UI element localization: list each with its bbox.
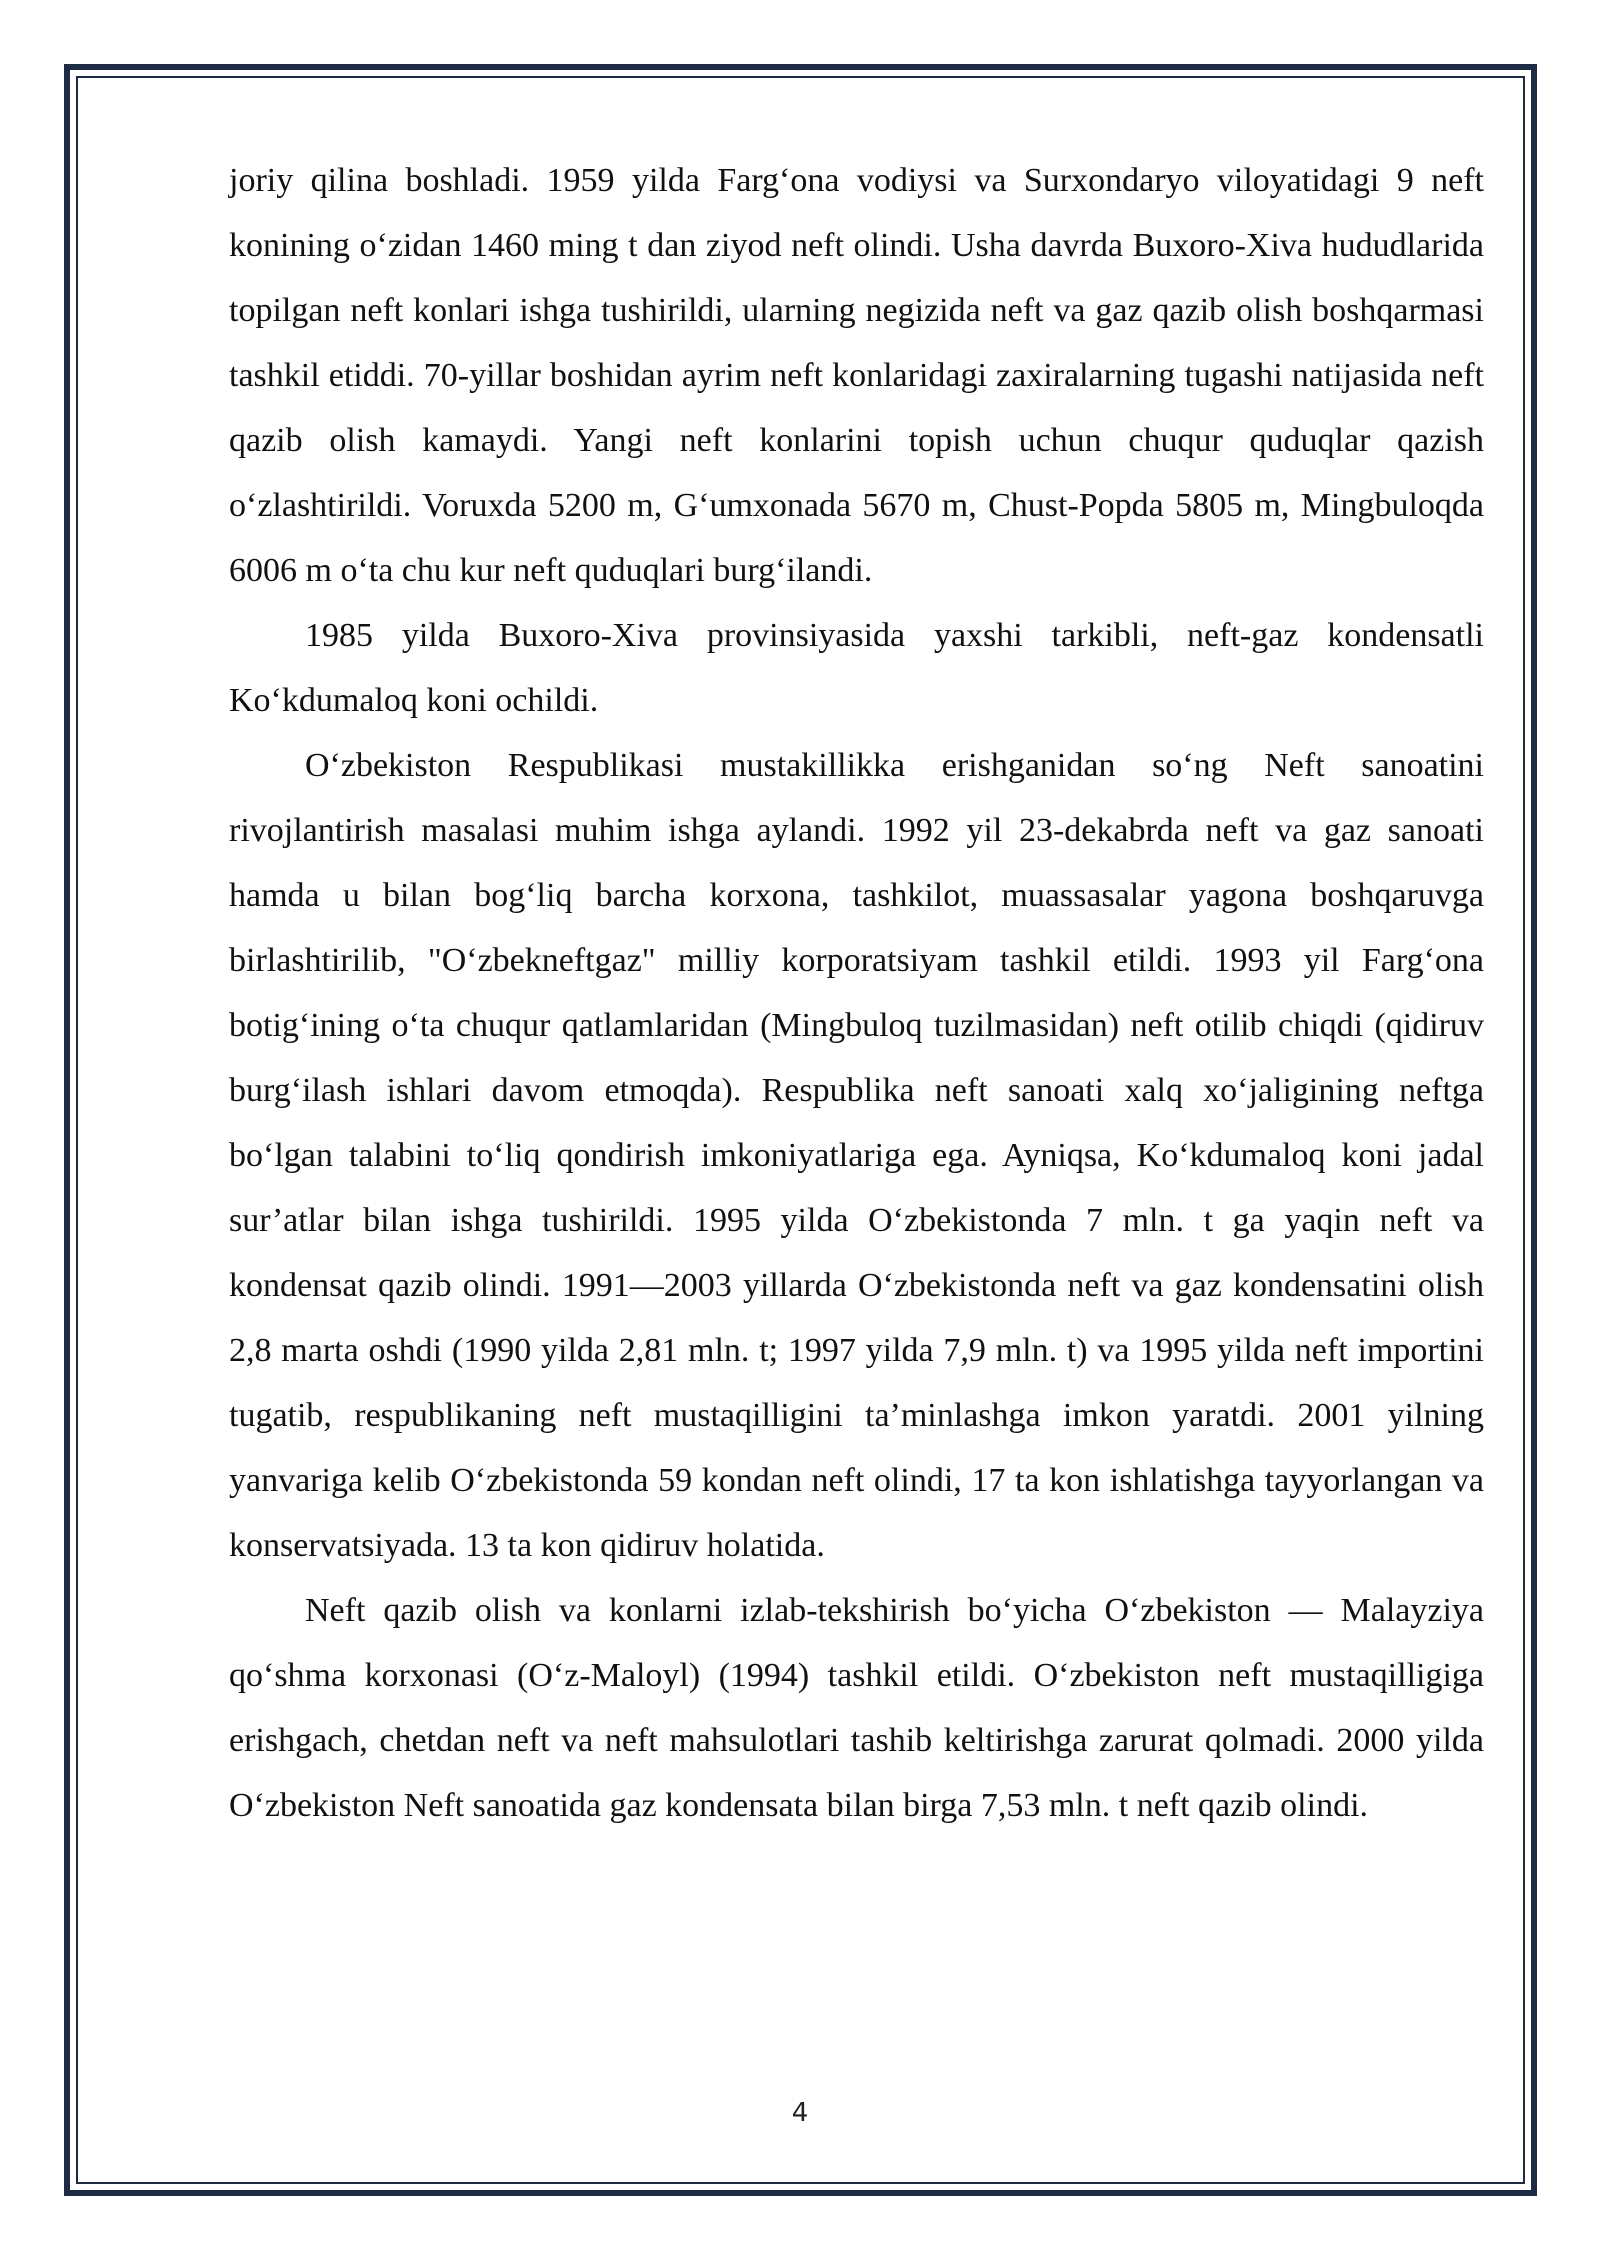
paragraph-3: O‘zbekiston Respublikasi mustakillikka erishganidan so‘ng Neft sanoatini rivojlantirish masalasi muhim ishga aylandi. 1992 yil 23-dekabrda neft va gaz sanoati hamda u bilan bog‘liq barcha korxona, tashkilot, muassasalar yagona boshqaruvga birlashtirilib, "O‘zbekneftgaz" milliy korporatsiyam tashkil etildi. 1993 yil Farg‘ona botig‘ining o‘ta chuqur qatlamlaridan (Mingbuloq tuzilmasidan) neft otilib chiqdi (qidiruv burg‘ilash ishlari davom etmoqda). Respublika neft sanoati xalq xo‘jaligining neftga bo‘lgan talabini to‘liq qondirish imkoniyatlariga ega. Ayniqsa, Ko‘kdumaloq koni jadal sur’atlar bilan ishga tushirildi. 1995 yilda O‘zbekistonda 7 mln. t ga yaqin neft va kondensat qazib olindi. 1991—2003 yillarda O‘zbekistonda neft va gaz kondensatini olish 2,8 marta oshdi (1990 yilda 2,81 mln. t; 1997 yilda 7,9 mln. t) va 1995 yilda neft importini tugatib, respublikaning neft mustaqilligini ta’minlashga imkon yaratdi. 2001 yilning yanvariga kelib O‘zbekistonda 59 kondan neft olindi, 17 ta kon ishlatishga tayyorlangan va konservatsiyada. 13 ta kon qidiruv holatida. (229, 747, 1484, 1564)
paragraph-2: 1985 yilda Buxoro-Xiva provinsiyasida yaxshi tarkibli, neft-gaz kondensatli Ko‘kdumaloq koni ochildi. (229, 617, 1484, 719)
page-number: 4 (791, 2098, 809, 2128)
paragraph-4: Neft qazib olish va konlarni izlab-tekshirish bo‘yicha O‘zbekiston — Malayziya qo‘shma korxonasi (O‘z-Maloyl) (1994) tashkil etildi. O‘zbekiston neft mustaqilligiga erishgach, chetdan neft va neft mahsulotlari tashib keltirishga zarurat qolmadi. 2000 yilda O‘zbekiston Neft sanoatida gaz kondensata bilan birga 7,53 mln. t neft qazib olindi. (229, 1592, 1484, 1824)
body-text (229, 148, 1484, 1838)
paragraph-1: joriy qilina boshladi. 1959 yilda Farg‘ona vodiysi va Surxondaryo viloyatidagi 9 neft konining o‘zidan 1460 ming t dan ziyod neft olindi. Usha davrda Buxoro-Xiva hududlarida topilgan neft konlari ishga tushirildi, ularning negizida neft va gaz qazib olish boshqarmasi tashkil etiddi. 70-yillar boshidan ayrim neft konlaridagi zaxiralarning tugashi natijasida neft qazib olish kamaydi. Yangi neft konlarini topish uchun chuqur quduqlar qazish o‘zlashtirildi. Voruxda 5200 m, G‘umxonada 5670 m, Chust-Popda 5805 m, Mingbuloqda 6006 m o‘ta chu kur neft quduqlari burg‘ilandi. (229, 162, 1484, 589)
